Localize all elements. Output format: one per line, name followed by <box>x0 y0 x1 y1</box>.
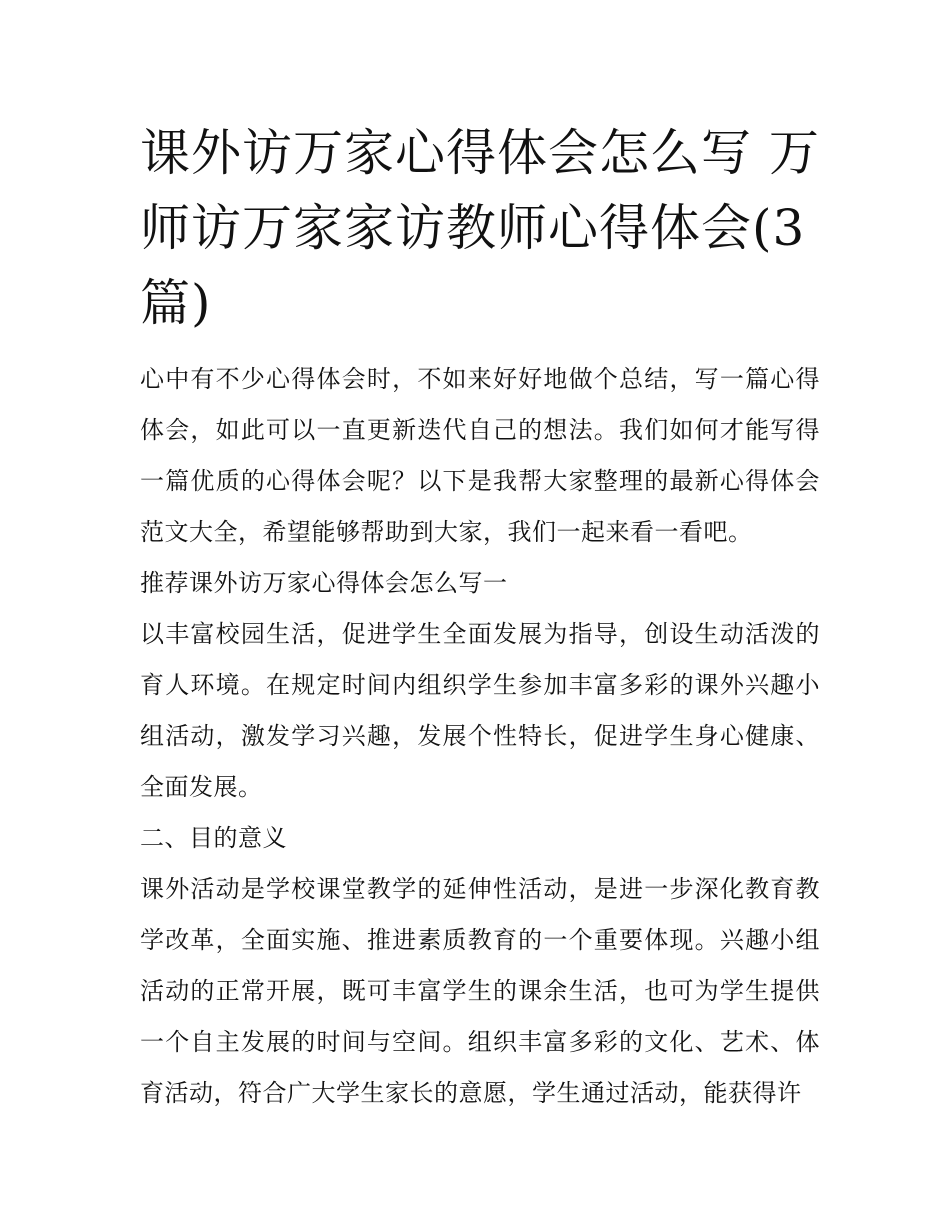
document-title: 课外访万家心得体会怎么写 万师访万家家访教师心得体会(3篇) <box>140 124 820 332</box>
purpose-paragraph: 课外活动是学校课堂教学的延伸性活动，是进一步深化教育教学改革，全面实施、推进素质教育的一个重要体现。兴趣小组活动的正常开展，既可丰富学生的课余生活，也可为学生提供一个自主发展的时间与空间。组织丰富多彩的文化、艺术、体育活动，符合广大学生家长的意愿，学生通过活动，能获得许 <box>140 875 820 1107</box>
document-body <box>140 354 820 1119</box>
guiding-paragraph: 以丰富校园生活，促进学生全面发展为指导，创设生动活泼的育人环境。在规定时间内组织学生参加丰富多彩的课外兴趣小组活动，激发学习兴趣，发展个性特长，促进学生身心健康、全面发展。 <box>140 620 820 801</box>
section-heading-recommend: 推荐课外访万家心得体会怎么写一 <box>140 569 508 597</box>
intro-paragraph: 心中有不少心得体会时，不如来好好地做个总结，写一篇心得体会，如此可以一直更新迭代自己的想法。我们如何才能写得一篇优质的心得体会呢？以下是我帮大家整理的最新心得体会范文大全，希望能够帮助到大家，我们一起来看一看吧。 <box>140 365 820 546</box>
section-heading-purpose: 二、目的意义 <box>140 824 287 852</box>
